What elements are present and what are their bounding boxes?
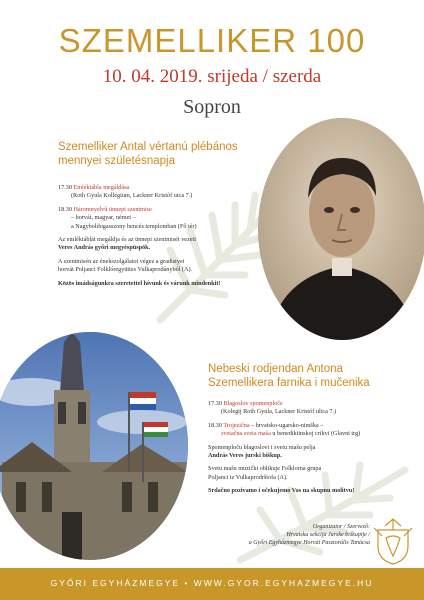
- hu-event1-title: Emléktábla megáldása: [73, 184, 130, 191]
- hu-event2-title: Háromnyelvű ünnepi szentmise: [73, 205, 152, 213]
- hr-event1-place: (Kolegij Roth Gyula, Lackner Kristóf ulica 7.): [221, 408, 337, 416]
- hr-event2-line2: [208, 430, 420, 438]
- croatian-program: [208, 400, 420, 496]
- hr-event1-title: Blagoslov spomenploče: [223, 400, 283, 407]
- hr-event1-time: 17.30: [208, 400, 222, 407]
- hungarian-heading-line2: mennyei születésnapja: [58, 155, 175, 167]
- hu-para2-line2: horvát Poljanci Folklóregyüttes Vulkaprodányból (A).: [58, 266, 193, 274]
- hr-event2-time: 18.30: [208, 421, 222, 429]
- organizer-line2: Hrvatska sekcija Jurske biškupije /: [286, 532, 370, 538]
- hr-event2: [208, 422, 420, 430]
- hr-para2-line2: Poljanci iz Vulkaprodrštofa (A).: [208, 473, 288, 481]
- hungarian-heading-line1: Szemelliker Antal vértanú plébános: [58, 141, 238, 153]
- hu-invite: Közös imádságunkra szeretettel hívunk és várunk mindenkit!: [58, 279, 221, 287]
- hr-event2-title: Trojezična: [223, 421, 250, 429]
- footer-bar: [0, 568, 424, 600]
- hu-event2-detail2: a Nagyboldogasszony bencés templomban (Fő tér): [71, 222, 197, 230]
- hr-para2-line1: Svetu mašu muzički oblikuje Folklorna grupa: [208, 465, 322, 473]
- hr-para1-line2: András Veres jurski biškup.: [208, 452, 282, 460]
- croatian-heading-line1: Nebeski rodjendan Antona: [208, 363, 343, 375]
- hungarian-program: [58, 184, 258, 288]
- hu-event1: [58, 184, 258, 192]
- hr-event2-line2a: svetačna sveta maša: [221, 430, 271, 438]
- hu-para1-line1: Az emléktáblát megáldja és az ünnepi szentmisét vezeti: [58, 236, 196, 244]
- organizer-credit: [220, 523, 370, 547]
- hr-event1: [208, 400, 420, 408]
- footer-text[interactable]: GYŐRI EGYHÁZMEGYE • WWW.GYOR.EGYHAZMEGYE.HU: [50, 578, 374, 588]
- hu-event2-detail1: – horvát, magyar, német –: [71, 214, 136, 222]
- organizer-line1: Organizator / Szervező:: [312, 524, 370, 530]
- hu-event1-place: (Roth Gyula Kollégium, Lackner Kristóf utca 7.): [71, 192, 193, 200]
- organizer-line3: a Győri Egyházmegye Horvát Pasztorális Tanácsa: [248, 540, 370, 546]
- hr-para1-line1: Spomenploču blagoslovi i svetu mašu pelja: [208, 443, 316, 451]
- hu-para1-line2: Veres András győri megyéspüspök.: [58, 244, 151, 252]
- church-photo: [0, 332, 188, 560]
- event-date: 10. 04. 2019. srijeda / szerda: [102, 66, 322, 87]
- hungarian-heading: [58, 140, 258, 168]
- croatian-heading: [208, 362, 418, 390]
- diocese-coat-of-arms-icon: [370, 516, 416, 566]
- hr-event2-title-rest: – hrvatsko-ugarsko-nimška –: [251, 421, 324, 429]
- hu-event2: [58, 206, 258, 214]
- poster-title: SZEMELLIKER 100: [58, 22, 366, 59]
- priest-portrait: [258, 118, 424, 340]
- hr-event2-line2b: u benediktinskoj crikvi (Glavni trg): [272, 430, 361, 438]
- croatian-heading-line2: Szemellikera farnika i mučenika: [208, 377, 370, 389]
- event-city: Sopron: [183, 96, 241, 118]
- hr-invite: Srdačno pozivamo i očekujemo Vas na skupnu molitvu!: [208, 487, 355, 495]
- hu-para2-line1: A szentmisén az énekszolgálatot végez a gradistyei: [58, 257, 185, 265]
- hu-event1-time: 17.30: [58, 184, 72, 191]
- hu-event2-time: 18.30: [58, 205, 72, 213]
